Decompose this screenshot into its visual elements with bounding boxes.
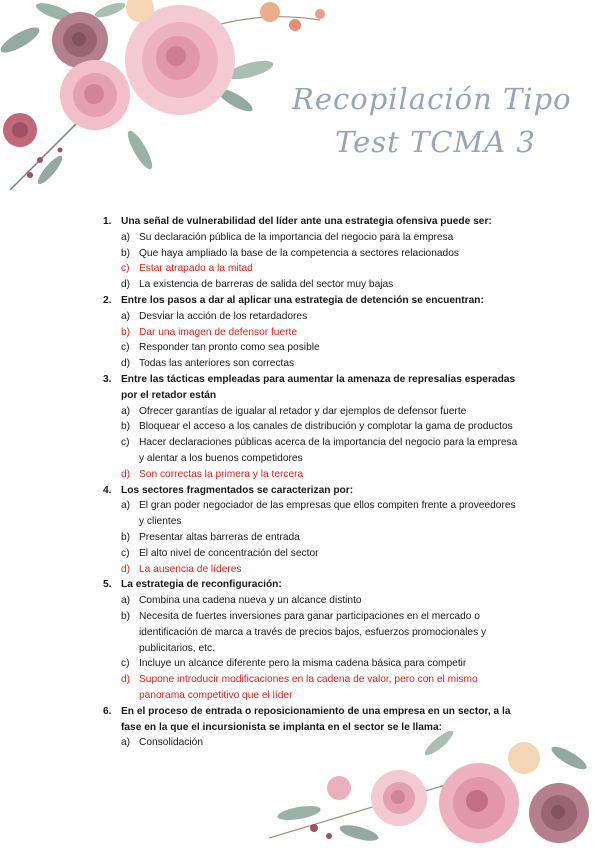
floral-decoration-top	[0, 0, 340, 200]
option-letter: a)	[121, 500, 131, 512]
option-letter: d)	[121, 358, 131, 370]
question-list	[99, 214, 519, 751]
option-letter: b)	[121, 610, 131, 622]
option-letter: b)	[121, 531, 131, 543]
option-text: Que haya ampliado la base de la competencia a sectores relacionados	[139, 247, 459, 259]
answer-option	[99, 340, 519, 356]
question-number: 1.	[103, 216, 112, 227]
answer-option	[99, 656, 519, 672]
option-letter: d)	[121, 468, 131, 480]
option-text: Incluye un alcance diferente pero la misma cadena básica para competir	[139, 658, 467, 670]
answer-option	[99, 246, 519, 262]
question-text: Los sectores fragmentados se caracterizan por:	[121, 484, 354, 496]
question-text: Entre las tácticas empleadas para aumentar la amenaza de represalias esperadas por el retador están	[121, 373, 516, 401]
option-text: Consolidación	[139, 737, 203, 749]
option-text: Todas las anteriores son correctas	[139, 358, 295, 370]
option-text: Supone introducir modificaciones en la cadena de valor, pero con el mismo panorama competitivo que el líder	[139, 674, 478, 701]
question-item	[99, 372, 519, 483]
option-letter: c)	[121, 342, 130, 354]
question-header	[99, 293, 519, 309]
correct-answer-option	[99, 325, 519, 341]
correct-answer-option	[99, 672, 519, 704]
option-letter: c)	[121, 437, 130, 449]
option-text: Necesita de fuertes inversiones para ganar participaciones en el mercado o identificación de marca a través de precios bajos, esfuerzos promocionales y publicitarios, etc.	[139, 610, 487, 654]
option-letter: b)	[121, 247, 131, 259]
option-text: Su declaración pública de la importancia del negocio para la empresa	[139, 231, 454, 243]
option-text: La existencia de barreras de salida del sector muy bajas	[139, 279, 394, 291]
option-text: Combina una cadena nueva y un alcance distinto	[139, 595, 362, 607]
page-title: Recopilación Tipo	[292, 82, 572, 116]
answer-option	[99, 404, 519, 420]
answer-option	[99, 498, 519, 530]
option-text: Presentar altas barreras de entrada	[139, 531, 300, 543]
option-letter: d)	[121, 279, 131, 291]
option-letter: a)	[121, 231, 131, 243]
option-letter: c)	[121, 658, 130, 670]
option-text: Son correctas la primera y la tercera	[139, 468, 304, 480]
question-item	[99, 483, 519, 578]
page-subtitle: Test TCMA 3	[335, 125, 536, 159]
question-text: Entre los pasos a dar al aplicar una estrategia de detención se encuentran:	[121, 294, 484, 306]
answer-option	[99, 419, 519, 435]
question-number: 3.	[103, 373, 112, 385]
option-text: Responder tan pronto como sea posible	[139, 342, 320, 354]
option-letter: c)	[121, 263, 130, 275]
question-text: La estrategia de reconfiguración:	[121, 579, 282, 591]
question-item	[99, 293, 519, 372]
question-number: 2.	[103, 294, 112, 306]
option-text: Dar una imagen de defensor fuerte	[139, 326, 298, 338]
question-text: En el proceso de entrada o reposicionamiento de una empresa en un sector, a la fase en la que el incursionista se implanta en el sector se le llama:	[121, 705, 511, 733]
correct-answer-option	[99, 261, 519, 277]
option-letter: d)	[121, 674, 131, 686]
answer-option	[99, 609, 519, 656]
option-text: El gran poder negociador de las empresas que ellos compiten frente a proveedores y clientes	[139, 500, 516, 528]
answer-option	[99, 356, 519, 372]
question-number: 6.	[103, 705, 112, 717]
question-header	[99, 483, 519, 499]
option-letter: a)	[121, 595, 131, 607]
option-letter: d)	[121, 563, 131, 575]
option-text: La ausencia de líderes	[139, 563, 242, 575]
option-letter: c)	[121, 547, 130, 559]
option-text: Bloquear el acceso a los canales de distribución y complotar la gama de productos	[139, 421, 513, 433]
option-text: Hacer declaraciones públicas acerca de la importancia del negocio para la empresa y alentar a los buenos competidores	[139, 437, 518, 464]
answer-option	[99, 735, 519, 751]
option-letter: a)	[121, 310, 131, 322]
option-letter: b)	[121, 421, 131, 433]
option-text: Estar atrapado a la mitad	[139, 263, 253, 275]
question-item	[99, 214, 519, 293]
answer-option	[99, 435, 519, 467]
option-text: El alto nivel de concentración del sector	[139, 547, 319, 559]
question-header	[99, 704, 519, 736]
question-header	[99, 577, 519, 593]
question-header	[99, 372, 519, 404]
option-letter: a)	[121, 405, 131, 417]
option-text: Desviar la acción de los retardadores	[139, 310, 308, 322]
question-number: 5.	[103, 579, 112, 591]
answer-option	[99, 593, 519, 609]
option-letter: b)	[121, 326, 131, 338]
question-item	[99, 577, 519, 703]
answer-option	[99, 277, 519, 293]
question-number: 4.	[103, 484, 112, 496]
question-item	[99, 704, 519, 751]
correct-answer-option	[99, 562, 519, 578]
question-header	[99, 214, 519, 230]
answer-option	[99, 309, 519, 325]
answer-option	[99, 546, 519, 562]
question-text: Una señal de vulnerabilidad del líder ante una estrategia ofensiva puede ser:	[121, 216, 492, 227]
answer-option	[99, 530, 519, 546]
option-letter: a)	[121, 737, 131, 749]
answer-option	[99, 230, 519, 246]
option-text: Ofrecer garantías de igualar al retador y dar ejemplos de defensor fuerte	[139, 405, 467, 417]
correct-answer-option	[99, 467, 519, 483]
